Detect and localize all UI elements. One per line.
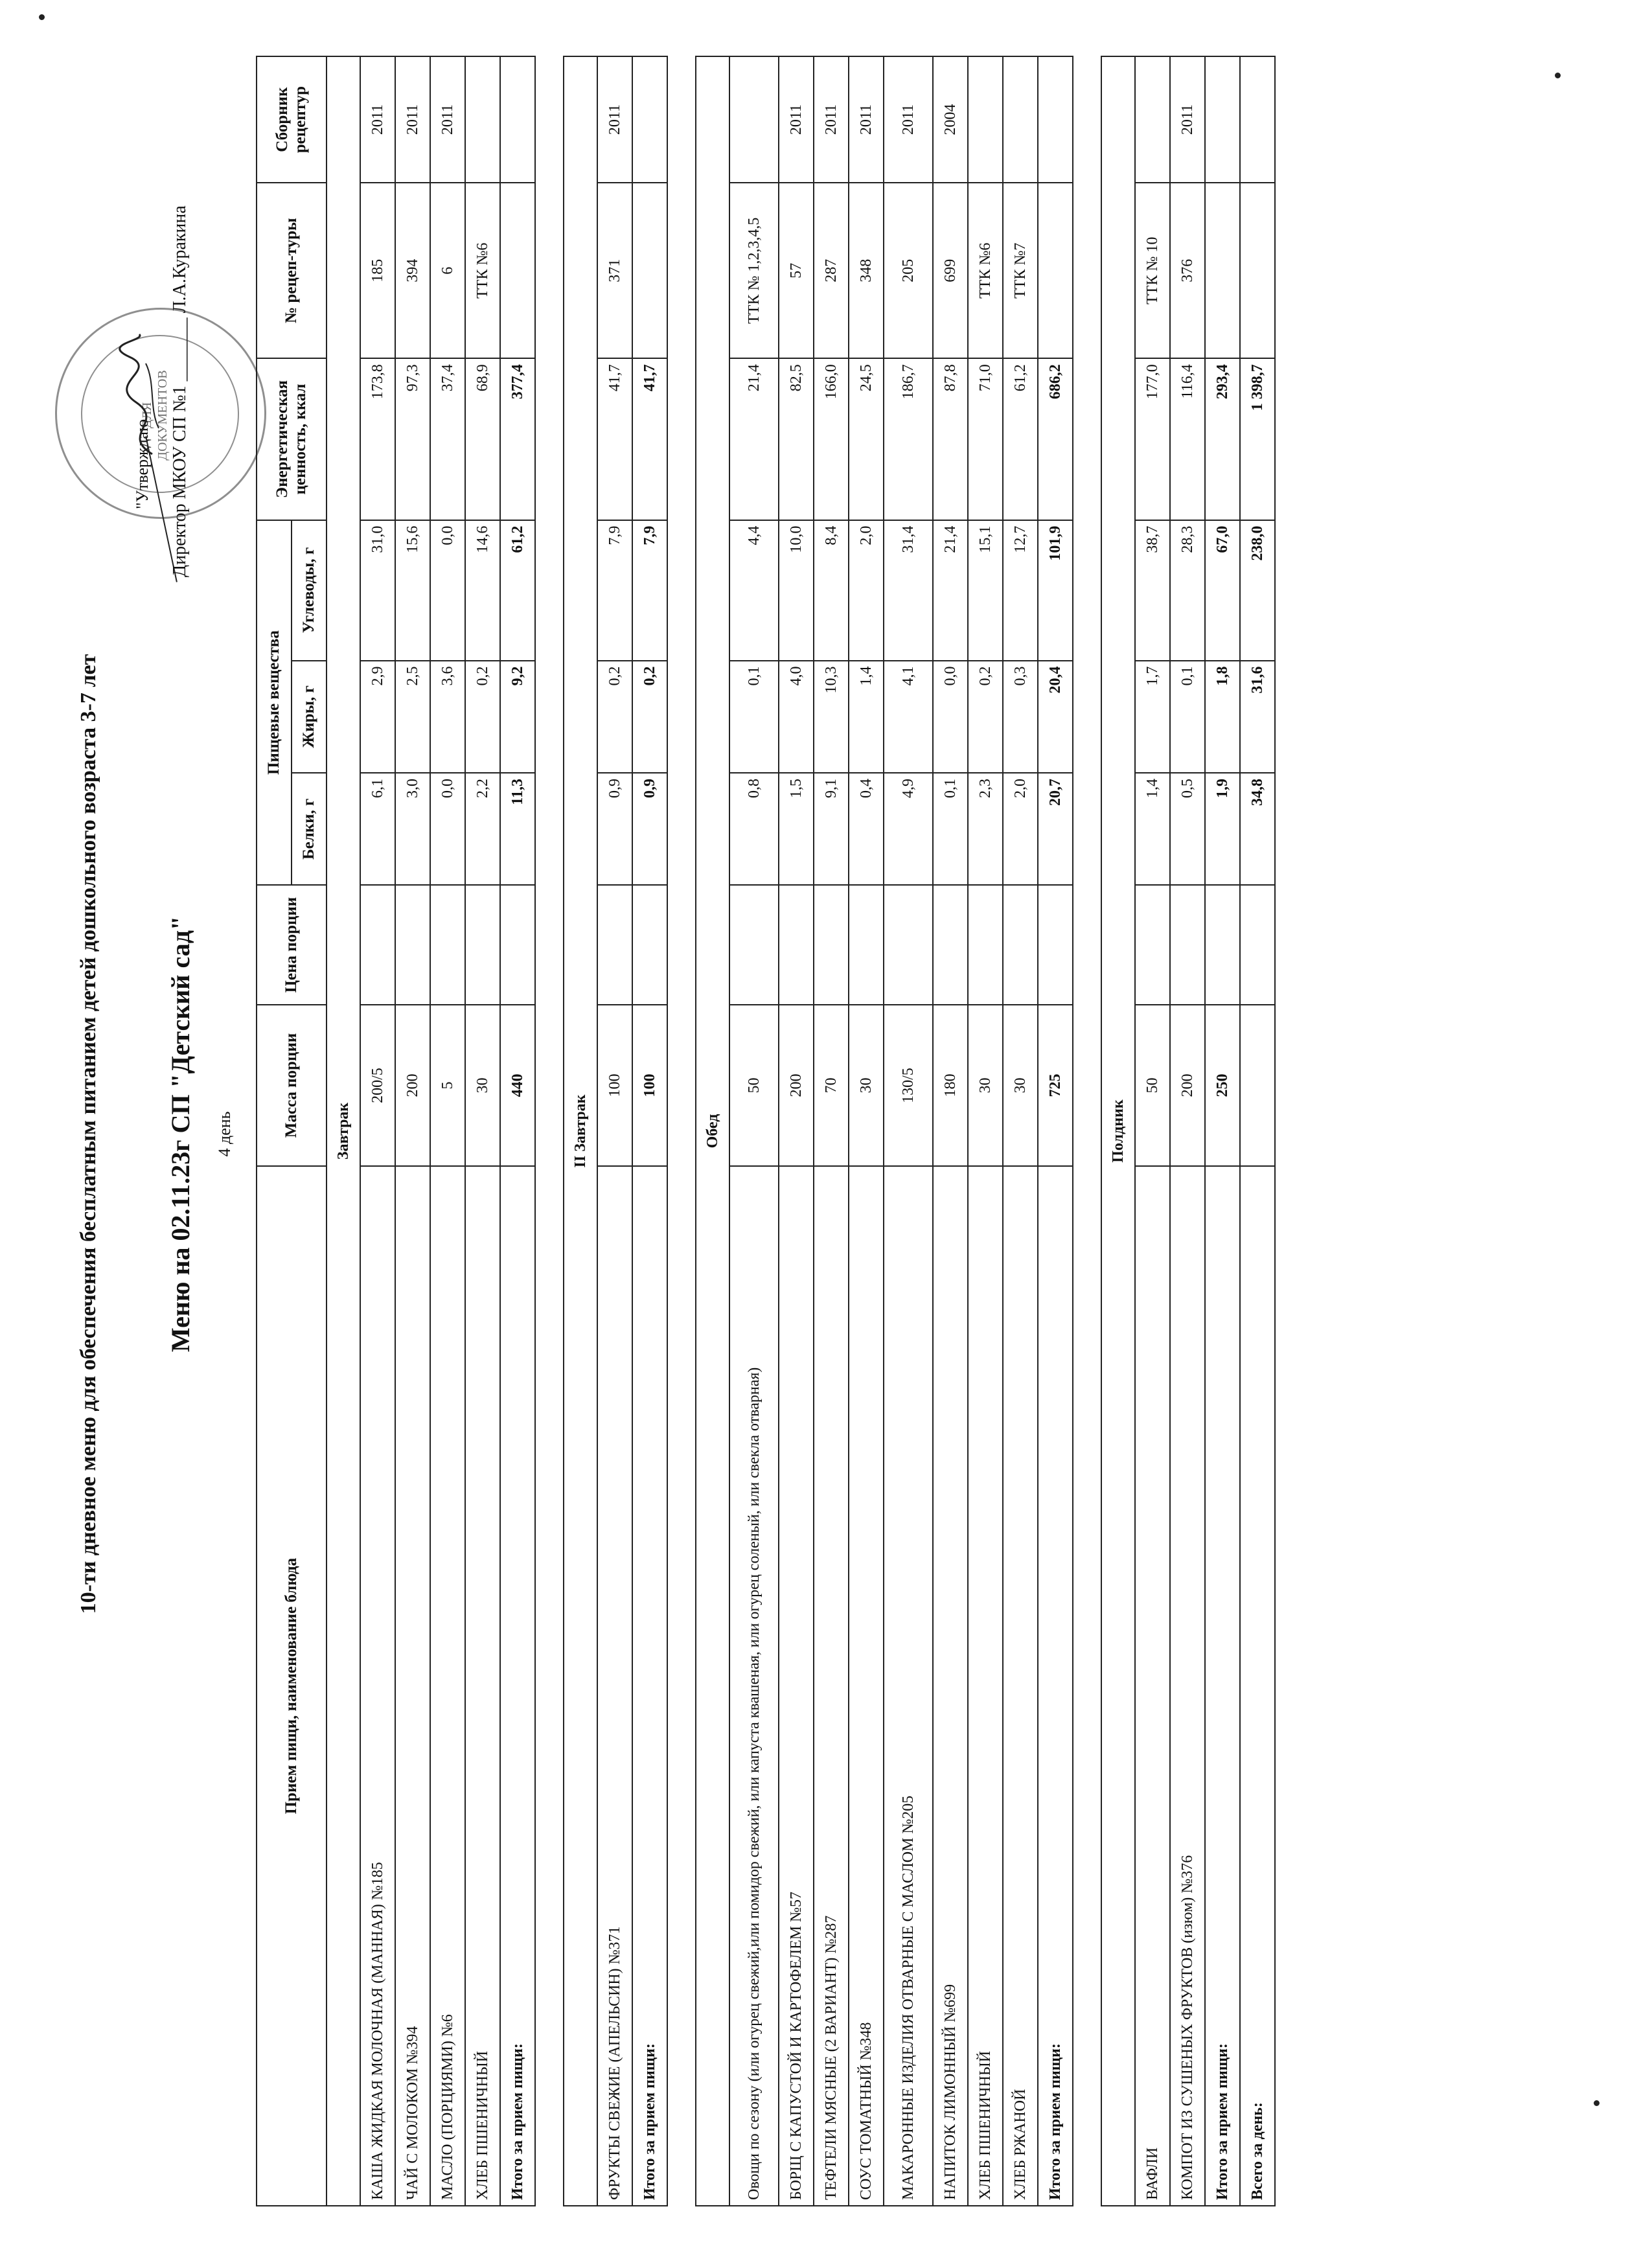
mass-cell: 30 <box>968 1005 1003 1166</box>
spacer-row <box>535 56 564 2206</box>
dish-name: БОРЩ С КАПУСТОЙ И КАРТОФЕЛЕМ №57 <box>779 1166 814 2206</box>
mass-cell: 200 <box>1170 1005 1205 1166</box>
recipe-cell: ТТК № 10 <box>1135 183 1170 358</box>
total-carb: 61,2 <box>500 520 535 661</box>
total-carb: 67,0 <box>1205 520 1240 661</box>
fat-cell: 2,5 <box>395 661 430 773</box>
mass-cell: 50 <box>729 1005 779 1166</box>
energy-cell: 186,7 <box>884 358 933 520</box>
approval-label: "Утверждаю <box>133 418 152 509</box>
recipe-cell: 6 <box>430 183 465 358</box>
day-total-label: Всего за день: <box>1240 1166 1275 2206</box>
dish-name: КОМПОТ ИЗ СУШЕНЫХ ФРУКТОВ (изюм) №376 <box>1170 1166 1205 2206</box>
section-name: Обед <box>696 56 729 2206</box>
mass-cell: 5 <box>430 1005 465 1166</box>
day-total-row <box>1240 56 1275 2206</box>
protein-cell: 0,4 <box>849 773 884 885</box>
collection-cell: 2011 <box>814 56 849 183</box>
day-total-fat: 31,6 <box>1240 661 1275 773</box>
price-cell <box>500 886 535 1005</box>
price-cell <box>465 886 500 1005</box>
mass-cell: 70 <box>814 1005 849 1166</box>
day-total-protein: 34,8 <box>1240 773 1275 885</box>
total-label: Итого за прием пищи: <box>1038 1166 1073 2206</box>
price-cell <box>1170 886 1205 1005</box>
col-collection: Сборник рецептур <box>257 56 327 183</box>
fat-cell: 0,2 <box>968 661 1003 773</box>
protein-cell: 2,0 <box>1003 773 1038 885</box>
mass-cell: 100 <box>597 1005 632 1166</box>
total-mass: 250 <box>1205 1005 1240 1166</box>
price-cell <box>1003 886 1038 1005</box>
carb-cell: 31,0 <box>360 520 395 661</box>
col-dish: Прием пищи, наименование блюда <box>257 1166 327 2206</box>
carb-cell: 31,4 <box>884 520 933 661</box>
recipe-cell: ТТК №6 <box>968 183 1003 358</box>
recipe-cell: 205 <box>884 183 933 358</box>
price-cell <box>729 886 779 1005</box>
price-cell <box>597 886 632 1005</box>
recipe-cell <box>1205 183 1240 358</box>
table-row <box>360 56 395 2206</box>
energy-cell: 61,2 <box>1003 358 1038 520</box>
collection-cell <box>632 56 667 183</box>
dish-name: ФРУКТЫ СВЕЖИЕ (АПЕЛЬСИН) №371 <box>597 1166 632 2206</box>
total-fat: 9,2 <box>500 661 535 773</box>
col-recipe: № рецеп-туры <box>257 183 327 358</box>
total-fat: 1,8 <box>1205 661 1240 773</box>
total-label: Итого за прием пищи: <box>1205 1166 1240 2206</box>
col-nutrients: Пищевые вещества <box>257 520 292 886</box>
table-row <box>884 56 933 2206</box>
section-name: II Завтрак <box>564 56 597 2206</box>
recipe-cell: 185 <box>360 183 395 358</box>
col-fats: Жиры, г <box>292 661 327 773</box>
mass-cell: 30 <box>1003 1005 1038 1166</box>
total-energy: 686,2 <box>1038 358 1073 520</box>
day-total-carb: 238,0 <box>1240 520 1275 661</box>
energy-cell: 97,3 <box>395 358 430 520</box>
carb-cell: 2,0 <box>849 520 884 661</box>
energy-cell: 24,5 <box>849 358 884 520</box>
dish-name: ХЛЕБ ПШЕНИЧНЫЙ <box>968 1166 1003 2206</box>
total-carb: 101,9 <box>1038 520 1073 661</box>
energy-cell: 116,4 <box>1170 358 1205 520</box>
price-cell <box>814 886 849 1005</box>
dish-name: ХЛЕБ ПШЕНИЧНЫЙ <box>465 1166 500 2206</box>
collection-cell: 2011 <box>1170 56 1205 183</box>
fat-cell: 0,0 <box>933 661 968 773</box>
fat-cell: 4,0 <box>779 661 814 773</box>
total-mass: 440 <box>500 1005 535 1166</box>
price-cell <box>430 886 465 1005</box>
table-row <box>968 56 1003 2206</box>
section-row <box>327 56 360 2206</box>
carb-cell: 15,6 <box>395 520 430 661</box>
total-mass: 725 <box>1038 1005 1073 1166</box>
protein-cell: 0,9 <box>597 773 632 885</box>
table-row <box>1003 56 1038 2206</box>
collection-cell <box>1135 56 1170 183</box>
price-cell <box>884 886 933 1005</box>
table-row <box>933 56 968 2206</box>
total-mass: 100 <box>632 1005 667 1166</box>
table-row <box>1135 56 1170 2206</box>
total-energy: 377,4 <box>500 358 535 520</box>
total-energy: 293,4 <box>1205 358 1240 520</box>
energy-cell: 37,4 <box>430 358 465 520</box>
protein-cell: 3,0 <box>395 773 430 885</box>
recipe-cell: 371 <box>597 183 632 358</box>
menu-table <box>256 56 1276 2206</box>
protein-cell: 1,4 <box>1135 773 1170 885</box>
section-name: Завтрак <box>327 56 360 2206</box>
protein-cell: 0,8 <box>729 773 779 885</box>
energy-cell: 87,8 <box>933 358 968 520</box>
recipe-cell: ТТК № 1,2,3,4,5 <box>729 183 779 358</box>
energy-cell: 82,5 <box>779 358 814 520</box>
collection-cell <box>500 56 535 183</box>
total-energy: 41,7 <box>632 358 667 520</box>
collection-cell <box>1038 56 1073 183</box>
fat-cell: 0,3 <box>1003 661 1038 773</box>
col-mass: Масса порции <box>257 1005 327 1166</box>
recipe-cell: ТТК №7 <box>1003 183 1038 358</box>
collection-cell <box>729 56 779 183</box>
document-title: 10-ти дневное меню для обеспечения бесплатным питанием детей дошкольного возраста 3-7 лет <box>76 654 100 1614</box>
collection-cell: 2011 <box>430 56 465 183</box>
carb-cell: 7,9 <box>597 520 632 661</box>
fat-cell: 0,1 <box>729 661 779 773</box>
mass-cell: 30 <box>465 1005 500 1166</box>
mass-cell: 180 <box>933 1005 968 1166</box>
price-cell <box>632 886 667 1005</box>
dish-name: СОУС ТОМАТНЫЙ №348 <box>849 1166 884 2206</box>
table-row <box>849 56 884 2206</box>
scan-speck <box>1594 2100 1600 2106</box>
table-row <box>597 56 632 2206</box>
fat-cell: 1,4 <box>849 661 884 773</box>
mass-cell: 200 <box>395 1005 430 1166</box>
recipe-cell: ТТК №6 <box>465 183 500 358</box>
recipe-cell: 57 <box>779 183 814 358</box>
price-cell <box>360 886 395 1005</box>
energy-cell: 71,0 <box>968 358 1003 520</box>
dish-name: ХЛЕБ РЖАНОЙ <box>1003 1166 1038 2206</box>
carb-cell: 4,4 <box>729 520 779 661</box>
collection-cell: 2004 <box>933 56 968 183</box>
collection-cell <box>1205 56 1240 183</box>
protein-cell: 2,3 <box>968 773 1003 885</box>
total-carb: 7,9 <box>632 520 667 661</box>
price-cell <box>1205 886 1240 1005</box>
carb-cell: 0,0 <box>430 520 465 661</box>
recipe-cell <box>500 183 535 358</box>
dish-name: НАПИТОК ЛИМОННЫЙ №699 <box>933 1166 968 2206</box>
price-cell <box>968 886 1003 1005</box>
stamp-text: ДЛЯ ДОКУМЕНТОВ <box>140 370 170 461</box>
col-carbs: Углеводы, г <box>292 520 327 661</box>
carb-cell: 14,6 <box>465 520 500 661</box>
protein-cell: 6,1 <box>360 773 395 885</box>
dish-name: ВАФЛИ <box>1135 1166 1170 2206</box>
col-price: Цена порции <box>257 886 327 1005</box>
fat-cell: 0,2 <box>465 661 500 773</box>
recipe-cell: 376 <box>1170 183 1205 358</box>
total-row <box>632 56 667 2206</box>
energy-cell: 166,0 <box>814 358 849 520</box>
carb-cell: 21,4 <box>933 520 968 661</box>
fat-cell: 1,7 <box>1135 661 1170 773</box>
day-total-energy: 1 398,7 <box>1240 358 1275 520</box>
collection-cell <box>465 56 500 183</box>
fat-cell: 4,1 <box>884 661 933 773</box>
protein-cell: 0,5 <box>1170 773 1205 885</box>
scan-speck <box>1555 73 1561 78</box>
day-label: 4 день <box>215 1111 234 1157</box>
col-energy: Энергетическая ценность, ккал <box>257 358 327 520</box>
energy-cell: 21,4 <box>729 358 779 520</box>
recipe-cell: 699 <box>933 183 968 358</box>
total-protein: 20,7 <box>1038 773 1073 885</box>
collection-cell: 2011 <box>779 56 814 183</box>
recipe-cell: 394 <box>395 183 430 358</box>
price-cell <box>779 886 814 1005</box>
section-row <box>1101 56 1135 2206</box>
dish-name: ЧАЙ С МОЛОКОМ №394 <box>395 1166 430 2206</box>
collection-cell <box>968 56 1003 183</box>
table-row <box>814 56 849 2206</box>
collection-cell: 2011 <box>360 56 395 183</box>
collection-cell <box>1240 56 1275 183</box>
table-row <box>395 56 430 2206</box>
collection-cell <box>1003 56 1038 183</box>
fat-cell: 3,6 <box>430 661 465 773</box>
signature-icon <box>113 331 172 461</box>
recipe-cell: 348 <box>849 183 884 358</box>
total-fat: 20,4 <box>1038 661 1073 773</box>
carb-cell: 28,3 <box>1170 520 1205 661</box>
director-line: Директор МКОУ СП №1 _______ Л.А.Куракина <box>170 205 190 577</box>
total-row <box>1205 56 1240 2206</box>
col-proteins: Белки, г <box>292 773 327 885</box>
total-row <box>500 56 535 2206</box>
price-cell <box>849 886 884 1005</box>
table-row <box>465 56 500 2206</box>
table-row <box>729 56 779 2206</box>
recipe-cell: 287 <box>814 183 849 358</box>
mass-cell: 200/5 <box>360 1005 395 1166</box>
mass-cell <box>1240 1005 1275 1166</box>
protein-cell: 1,5 <box>779 773 814 885</box>
table-row <box>430 56 465 2206</box>
collection-cell: 2011 <box>884 56 933 183</box>
recipe-cell <box>632 183 667 358</box>
protein-cell: 0,1 <box>933 773 968 885</box>
energy-cell: 177,0 <box>1135 358 1170 520</box>
price-cell <box>933 886 968 1005</box>
energy-cell: 41,7 <box>597 358 632 520</box>
mass-cell: 50 <box>1135 1005 1170 1166</box>
spacer-row <box>1073 56 1101 2206</box>
carb-cell: 12,7 <box>1003 520 1038 661</box>
fat-cell: 2,9 <box>360 661 395 773</box>
recipe-cell <box>1038 183 1073 358</box>
header-row <box>257 56 292 2206</box>
price-cell <box>1135 886 1170 1005</box>
recipe-cell <box>1240 183 1275 358</box>
dish-name: Овощи по сезону (или огурец свежий,или помидор свежий, или капуста квашеная, или огурец соленый, или свекла отварная) <box>729 1166 779 2206</box>
mass-cell: 130/5 <box>884 1005 933 1166</box>
price-cell <box>1240 886 1275 1005</box>
scan-speck <box>39 14 45 20</box>
dish-name: МАКАРОННЫЕ ИЗДЕЛИЯ ОТВАРНЫЕ С МАСЛОМ №205 <box>884 1166 933 2206</box>
dish-name: КАША ЖИДКАЯ МОЛОЧНАЯ (МАННАЯ) №185 <box>360 1166 395 2206</box>
section-name: Полдник <box>1101 56 1135 2206</box>
carb-cell: 8,4 <box>814 520 849 661</box>
dish-name: ТЕФТЕЛИ МЯСНЫЕ (2 ВАРИАНТ) №287 <box>814 1166 849 2206</box>
collection-cell: 2011 <box>849 56 884 183</box>
collection-cell: 2011 <box>597 56 632 183</box>
energy-cell: 173,8 <box>360 358 395 520</box>
fat-cell: 0,1 <box>1170 661 1205 773</box>
total-protein: 0,9 <box>632 773 667 885</box>
fat-cell: 10,3 <box>814 661 849 773</box>
mass-cell: 30 <box>849 1005 884 1166</box>
menu-title: Меню на 02.11.23г СП "Детский сад" <box>166 915 195 1353</box>
protein-cell: 0,0 <box>430 773 465 885</box>
section-row <box>696 56 729 2206</box>
dish-name: МАСЛО (ПОРЦИЯМИ) №6 <box>430 1166 465 2206</box>
total-row <box>1038 56 1073 2206</box>
table-row <box>779 56 814 2206</box>
price-cell <box>395 886 430 1005</box>
total-fat: 0,2 <box>632 661 667 773</box>
spacer-row <box>667 56 696 2206</box>
carb-cell: 10,0 <box>779 520 814 661</box>
collection-cell: 2011 <box>395 56 430 183</box>
total-protein: 11,3 <box>500 773 535 885</box>
total-label: Итого за прием пищи: <box>632 1166 667 2206</box>
price-cell <box>1038 886 1073 1005</box>
mass-cell: 200 <box>779 1005 814 1166</box>
protein-cell: 9,1 <box>814 773 849 885</box>
fat-cell: 0,2 <box>597 661 632 773</box>
energy-cell: 68,9 <box>465 358 500 520</box>
table-row <box>1170 56 1205 2206</box>
total-label: Итого за прием пищи: <box>500 1166 535 2206</box>
carb-cell: 15,1 <box>968 520 1003 661</box>
carb-cell: 38,7 <box>1135 520 1170 661</box>
total-protein: 1,9 <box>1205 773 1240 885</box>
protein-cell: 2,2 <box>465 773 500 885</box>
section-row <box>564 56 597 2206</box>
protein-cell: 4,9 <box>884 773 933 885</box>
